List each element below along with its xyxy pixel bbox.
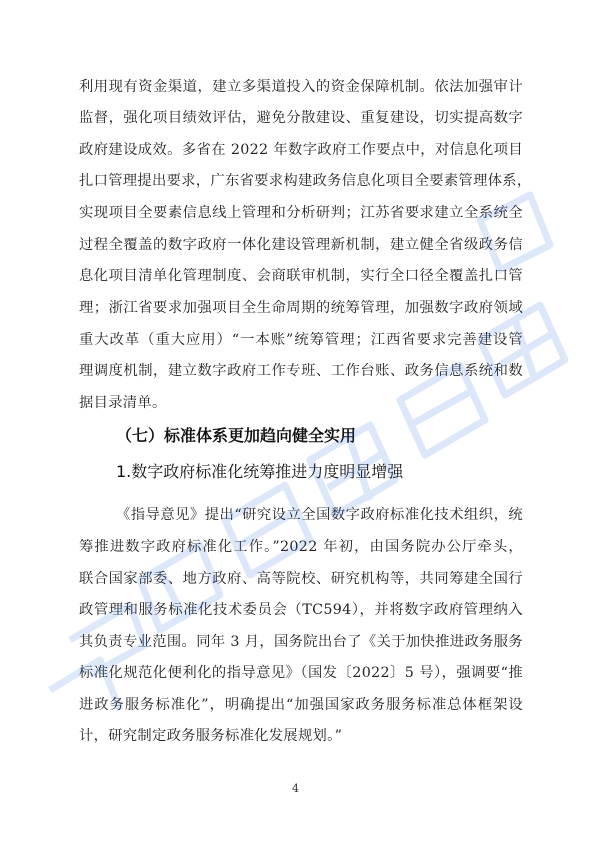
body-line: 政府建设成效。多省在 2022 年数字政府工作要点中，对信息化项目: [79, 142, 523, 158]
body-line: 进政务服务标准化”，明确提出“加强国家政务服务标准总体框架设: [79, 697, 523, 713]
body-line: 政管理和服务标准化技术委员会（TC594），并将数字政府管理纳入: [79, 602, 523, 618]
body-line: 实现项目全要素信息线上管理和分析研判；江苏省要求建立全系统全: [79, 205, 523, 221]
body-line: 重大改革（重大应用）“一本账”统筹管理；江西省要求完善建设管: [79, 332, 523, 348]
body-line: 扎口管理提出要求，广东省要求构建政务信息化项目全要素管理体系，: [79, 173, 532, 189]
body-line: 息化项目清单化管理制度、会商联审机制，实行全口径全覆盖扎口管: [79, 268, 523, 284]
subsection-heading: 1.数字政府标准化统筹推进力度明显增强: [116, 462, 404, 481]
body-line: 据目录清单。: [79, 395, 167, 411]
body-line: 过程全覆盖的数字政府一体化建设管理新机制，建立健全省级政务信: [79, 237, 523, 253]
body-line: 监督，强化项目绩效评估，避免分散建设、重复建设，切实提高数字: [79, 110, 523, 126]
body-line: 理调度机制，建立数字政府工作专班、工作台账、政务信息系统和数: [79, 363, 523, 379]
body-line: 《指导意见》提出“研究设立全国数字政府标准化技术组织，统: [116, 507, 523, 523]
body-line: 计，研究制定政务服务标准化发展规划。”: [79, 728, 343, 744]
body-line: 利用现有资金渠道，建立多渠道投入的资金保障机制。依法加强审计: [79, 79, 523, 95]
body-line: 其负责专业范围。同年 3 月，国务院出台了《关于加快推进政务服务: [79, 634, 523, 650]
body-line: 筹推进数字政府标准化工作。”2022 年初，由国务院办公厅牵头，: [79, 539, 523, 555]
section-heading: （七）标准体系更加趋向健全实用: [116, 426, 357, 445]
body-line: 联合国家部委、地方政府、高等院校、研究机构等，共同筹建全国行: [79, 571, 523, 587]
body-line: 标准化规范化便利化的指导意见》（国发〔2022〕5 号），强调要“推: [79, 665, 523, 681]
body-line: 理；浙江省要求加强项目全生命周期的统筹管理，加强数字政府领域: [79, 300, 523, 316]
page-number: 4: [292, 782, 299, 795]
